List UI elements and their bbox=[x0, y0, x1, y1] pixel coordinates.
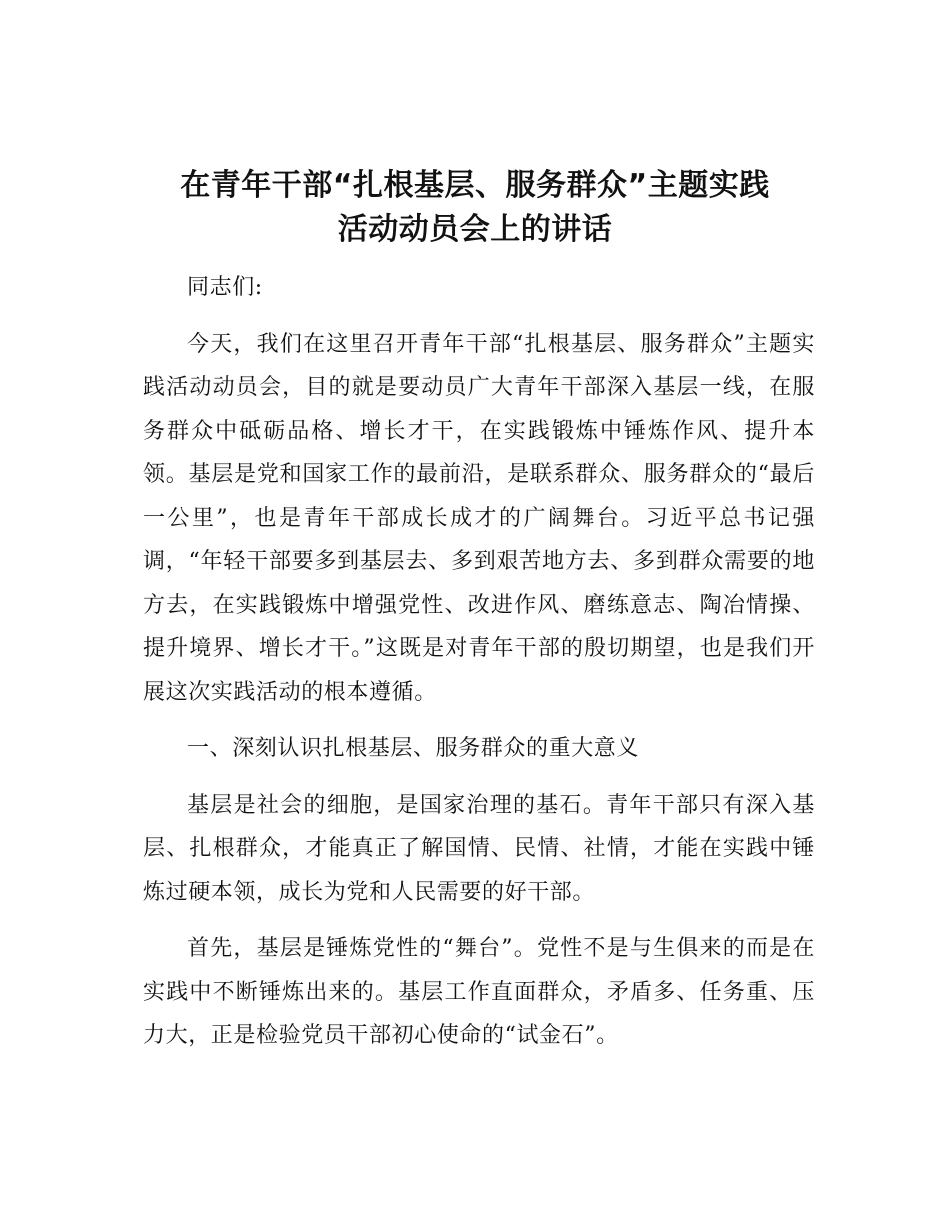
document-body bbox=[143, 266, 815, 1071]
paragraph-opening: 今天，我们在这里召开青年干部“扎根基层、服务群众”主题实践活动动员会，目的就是要动员广大青年干部深入基层一线，在服务群众中砥砺品格、增长才干，在实践锻炼中锤炼作风、提升本领。基层是党和国家工作的最前沿，是联系群众、服务群众的“最后一公里”，也是青年干部成长成才的广阔舞台。习近平总书记强调，“年轻干部要多到基层去、多到艰苦地方去、多到群众需要的地方去，在实践锻炼中增强党性、改进作风、磨练意志、陶冶情操、提升境界、增长才干。”这既是对青年干部的殷切期望，也是我们开展这次实践活动的根本遵循。 bbox=[143, 331, 815, 705]
section-heading-1: 一、深刻认识扎根基层、服务群众的重大意义 bbox=[187, 736, 640, 761]
title-line-1: 在青年干部“扎根基层、服务群众”主题实践 bbox=[180, 168, 770, 203]
paragraph-section-intro: 基层是社会的细胞，是国家治理的基石。青年干部只有深入基层、扎根群众，才能真正了解国情、民情、社情，才能在实践中锤炼过硬本领，成长为党和人民需要的好干部。 bbox=[143, 792, 815, 905]
paragraph-first-point: 首先，基层是锤炼党性的“舞台”。党性不是与生俱来的而是在实践中不断锤炼出来的。基层工作直面群众，矛盾多、任务重、压力大，正是检验党员干部初心使命的“试金石”。 bbox=[143, 936, 815, 1048]
salutation: 同志们: bbox=[187, 275, 263, 300]
title-line-2: 活动动员会上的讲话 bbox=[337, 212, 613, 247]
document-title bbox=[100, 164, 850, 252]
